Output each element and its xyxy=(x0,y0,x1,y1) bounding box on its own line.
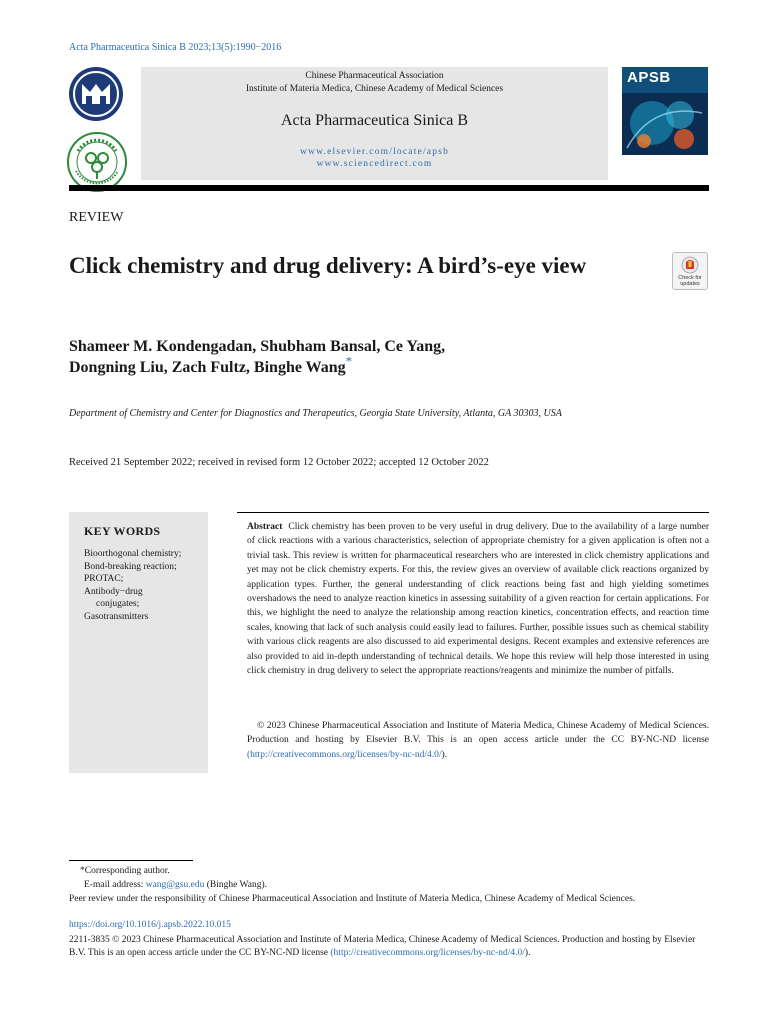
issn-text: 2211-3835 © 2023 Chinese Pharmaceutical Association and Institute of Materia Medica, Chinese Academy of Medical Sciences. Production and hosting by Elsevier B.V. This is an open access article under the CC BY-NC-ND license xyxy=(69,935,696,958)
keyword-item: Bond-breaking reaction; xyxy=(84,561,177,572)
sciencedirect-link[interactable]: www.sciencedirect.com xyxy=(316,159,433,169)
issn-tail: ). xyxy=(524,948,531,958)
doi-link[interactable]: https://doi.org/10.1016/j.apsb.2022.10.015 xyxy=(69,920,231,930)
authors-line2: Dongning Liu, Zach Fultz, Binghe Wang xyxy=(69,359,346,376)
abstract-copyright xyxy=(247,719,709,762)
header-rule xyxy=(69,185,709,191)
check-for-updates-line1: Check for xyxy=(678,275,702,281)
article-type: REVIEW xyxy=(69,210,124,225)
check-for-updates-icon xyxy=(681,256,699,274)
author-list xyxy=(69,336,629,378)
affiliation: Department of Chemistry and Center for Diagnostics and Therapeutics, Georgia State University, Atlanta, GA 30303, USA xyxy=(69,408,562,419)
authors-line1: Shameer M. Kondengadan, Shubham Bansal, Ce Yang, xyxy=(69,338,446,355)
issn-license xyxy=(69,934,711,960)
article-title: Click chemistry and drug delivery: A bird’s-eye view xyxy=(69,253,587,278)
copyright-text: © 2023 Chinese Pharmaceutical Association and Institute of Materia Medica, Chinese Academy of Medical Sciences. Production and hosting by Elsevier B.V. This is an open access article under the CC BY-NC-ND license xyxy=(247,721,709,746)
abstract-text: Click chemistry has been proven to be very useful in drug delivery. Due to the availability of a large number of click reactions with a various characteristics, selection of appropriate chemistry for a given application is often not a trivial task. This review is written for pharmaceutical researchers who are interested in click chemistry applications and yet may not be click chemistry experts. For this, the review gives an overview of available click reactions organized by application types. Further, the general understanding of click reactions being fast and high yielding sometimes overshadows the need to analyze reaction kinetics in assessing suitability of a given reaction for certain applications. For this, we highlight the need to analyze the relationship among reaction kinetics, concentration effects, and reaction time scales, knowing that lack of such analysis could easily lead to failures. Further, possible issues such as chemical stability with various click reagents are also discussed to aid experimental designs. Recent examples and extensive references are also provided to aid in-depth understanding of technical details. We hope this review will help those interested in using click chemistry in drug delivery to select the appropriate reactions/reagents and minimize the number of pitfalls. xyxy=(247,522,709,677)
keyword-item: Bioorthogonal chemistry; xyxy=(84,549,182,559)
email-note xyxy=(84,880,267,890)
keyword-item: Antibody−drug xyxy=(84,586,143,597)
keywords-box xyxy=(69,512,208,773)
cover-artwork-icon xyxy=(622,93,708,155)
masthead-journal-name: Acta Pharmaceutica Sinica B xyxy=(280,112,469,129)
footnote-rule xyxy=(69,860,193,861)
corresponding-author-note: *Corresponding author. xyxy=(80,866,170,876)
abstract-rule xyxy=(237,512,709,513)
journal-masthead xyxy=(141,67,608,180)
cover-title: APSB xyxy=(627,69,671,86)
masthead-association: Chinese Pharmaceutical Association xyxy=(305,71,444,81)
publisher-logos xyxy=(66,66,128,198)
abstract xyxy=(247,520,709,678)
email-label: E-mail address: xyxy=(84,880,144,890)
corresponding-author-marker[interactable]: * xyxy=(345,353,353,369)
keyword-item: Gasotransmitters xyxy=(84,611,149,622)
email-link[interactable]: wang@gsu.edu xyxy=(145,880,205,890)
keywords-heading: KEY WORDS xyxy=(84,524,161,538)
elsevier-link[interactable]: www.elsevier.com/locate/apsb xyxy=(299,147,450,157)
received-dates: Received 21 September 2022; received in revised form 12 October 2022; accepted 12 October 2022 xyxy=(69,457,489,468)
cpa-logo-icon xyxy=(68,66,124,122)
cover-footer xyxy=(622,155,708,181)
check-for-updates-line2: updates xyxy=(680,281,700,287)
keyword-item: conjugates; xyxy=(96,599,140,609)
peer-review-note: Peer review under the responsibility of Chinese Pharmaceutical Association and Institute of Materia Medica, Chinese Academy of Medical Sciences. xyxy=(69,894,636,904)
keyword-item: PROTAC; xyxy=(84,574,124,584)
authors-line2-wrap xyxy=(69,353,629,378)
check-for-updates-button[interactable] xyxy=(672,252,708,290)
journal-cover[interactable] xyxy=(622,67,708,181)
masthead-institute: Institute of Materia Medica, Chinese Academy of Medical Sciences xyxy=(245,84,504,94)
copyright-license-link[interactable]: (http://creativecommons.org/licenses/by-nc-nd/4.0/ xyxy=(247,749,442,760)
email-name: (Binghe Wang). xyxy=(206,880,268,890)
issn-license-link[interactable]: (http://creativecommons.org/licenses/by-nc-nd/4.0/ xyxy=(330,948,525,958)
journal-citation: Acta Pharmaceutica Sinica B 2023;13(5):1990−2016 xyxy=(69,42,282,53)
imm-logo-icon xyxy=(66,131,128,193)
copyright-tail: ). xyxy=(441,749,448,760)
abstract-label: Abstract xyxy=(247,522,283,532)
